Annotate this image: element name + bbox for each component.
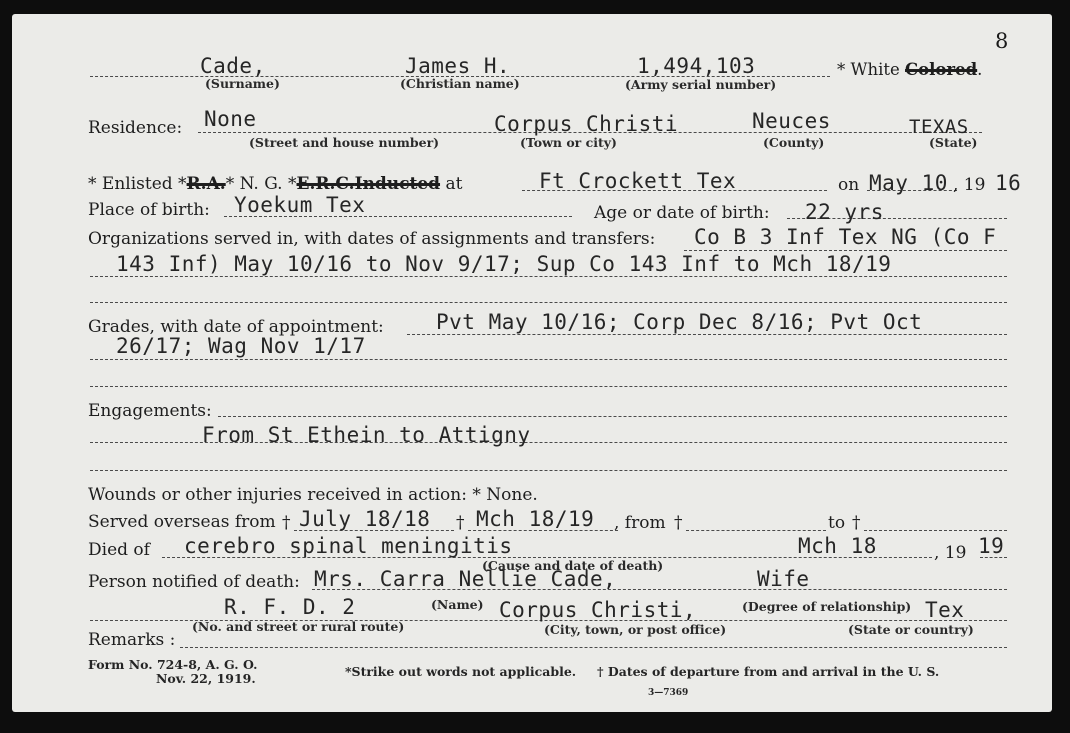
dates-note: † Dates of departure from and arrival in the U. S. (597, 664, 940, 679)
on-label: on (838, 175, 860, 195)
engagements-line-3 (90, 470, 1007, 471)
street-caption: (Street and house number) (249, 135, 440, 150)
organizations-line-3 (90, 302, 1007, 303)
grades-line-2 (90, 359, 1007, 360)
surname-caption: (Surname) (205, 76, 280, 91)
grades-value-2: 26/17; Wag Nov 1/17 (116, 334, 366, 358)
race-white: * White (837, 60, 900, 79)
christian-name-caption: (Christian name) (400, 76, 520, 91)
address-caption: (No. and street or rural route) (192, 619, 405, 634)
overseas-from-label-2: , from (614, 513, 666, 533)
christian-name-value: James H. (405, 54, 511, 78)
age-value: 22 yrs (805, 200, 884, 224)
organizations-line-1 (684, 250, 1007, 251)
state-caption: (State) (929, 135, 978, 150)
grades-label: Grades, with date of appointment: (88, 317, 384, 337)
person-notified-label: Person notified of death: (88, 572, 300, 592)
remarks-line (180, 647, 1007, 648)
notified-name-value: Mrs. Carra Nellie Cade, (314, 567, 617, 591)
overseas-from-line-2 (686, 530, 826, 531)
overseas-to-label-2: to (828, 513, 846, 533)
grades-line-3 (90, 386, 1007, 387)
ng-label: * N. G. * (225, 174, 297, 194)
state-country-caption: (State or country) (848, 622, 974, 637)
notified-address-value: R. F. D. 2 (224, 595, 356, 619)
overseas-dagger-1: † (282, 513, 291, 533)
organizations-value-1: Co B 3 Inf Tex NG (Co F (694, 225, 997, 249)
enlisted-label (88, 174, 462, 194)
card-number: 8 (995, 29, 1009, 53)
residence-street-value: None (204, 107, 257, 131)
at-label: at (445, 174, 463, 194)
residence-state-value: TEXAS (909, 116, 969, 138)
death-year-value: 19 (978, 534, 1005, 558)
race-suffix: . (977, 60, 983, 79)
engagements-value-1: From St Ethein to Attigny (202, 423, 531, 447)
town-caption: (Town or city) (520, 135, 617, 150)
organizations-value-2: 143 Inf) May 10/16 to Nov 9/17; Sup Co 143 Inf to Mch 18/19 (116, 252, 892, 276)
surname-value: Cade, (200, 54, 266, 78)
serial-number-value: 1,494,103 (637, 54, 756, 78)
print-code: 3—7369 (648, 688, 689, 698)
overseas-from-value: July 18/18 (299, 507, 431, 531)
overseas-dagger-3: † (674, 513, 683, 533)
death-date-value: Mch 18 (798, 534, 877, 558)
organizations-label: Organizations served in, with dates of assignments and transfers: (88, 229, 656, 249)
form-date: Nov. 22, 1919. (156, 671, 256, 686)
residence-town-value: Corpus Christi (494, 112, 679, 136)
notified-state-value: Tex (925, 598, 965, 622)
service-record-card (12, 14, 1052, 712)
death-year-prefix: , 19 (934, 543, 967, 563)
died-of-label: Died of (88, 540, 150, 560)
enlisted-year-value: 16 (995, 171, 1022, 195)
overseas-to-line-2 (864, 530, 1007, 531)
name-caption: (Name) (431, 597, 484, 612)
overseas-to-value: Mch 18/19 (476, 507, 595, 531)
overseas-dagger-4: † (852, 513, 861, 533)
serial-number-caption: (Army serial number) (625, 77, 777, 92)
enlisted-prefix: * Enlisted * (88, 174, 187, 194)
organizations-line-2 (90, 276, 1007, 277)
residence-county-value: Neuces (752, 109, 831, 133)
age-label: Age or date of birth: (594, 203, 770, 223)
enlisted-date-value: May 10 (869, 171, 948, 195)
engagements-line-1 (218, 416, 1007, 417)
place-of-birth-value: Yoekum Tex (234, 193, 366, 217)
race-field (837, 60, 982, 79)
engagements-label: Engagements: (88, 401, 212, 421)
erc-struck: E.R.C. (296, 174, 355, 194)
grades-line-1 (407, 334, 1007, 335)
relationship-caption: (Degree of relationship) (742, 599, 912, 614)
place-of-birth-label: Place of birth: (88, 200, 210, 220)
form-number: Form No. 724-8, A. G. O. (88, 657, 258, 672)
county-caption: (County) (763, 135, 825, 150)
residence-label: Residence: (88, 118, 183, 138)
city-caption: (City, town, or post office) (544, 622, 727, 637)
cause-caption: (Cause and date of death) (482, 558, 664, 573)
death-cause-value: cerebro spinal meningitis (184, 534, 513, 558)
strike-note: *Strike out words not applicable. (345, 664, 577, 679)
inducted-struck: Inducted (354, 174, 441, 194)
enlisted-year-prefix: , 19 (953, 175, 986, 195)
wounds-label: Wounds or other injuries received in action: * None. (88, 485, 538, 505)
overseas-label: Served overseas from (88, 512, 276, 532)
grades-value-1: Pvt May 10/16; Corp Dec 8/16; Pvt Oct (436, 310, 923, 334)
race-colored-struck: Colored (905, 60, 978, 79)
ra-struck: R.A. (186, 174, 226, 194)
overseas-dagger-2: † (456, 513, 465, 533)
notified-city-value: Corpus Christi, (499, 598, 697, 622)
remarks-label: Remarks : (88, 630, 176, 650)
relationship-value: Wife (757, 567, 810, 591)
enlisted-place-value: Ft Crockett Tex (539, 169, 737, 193)
